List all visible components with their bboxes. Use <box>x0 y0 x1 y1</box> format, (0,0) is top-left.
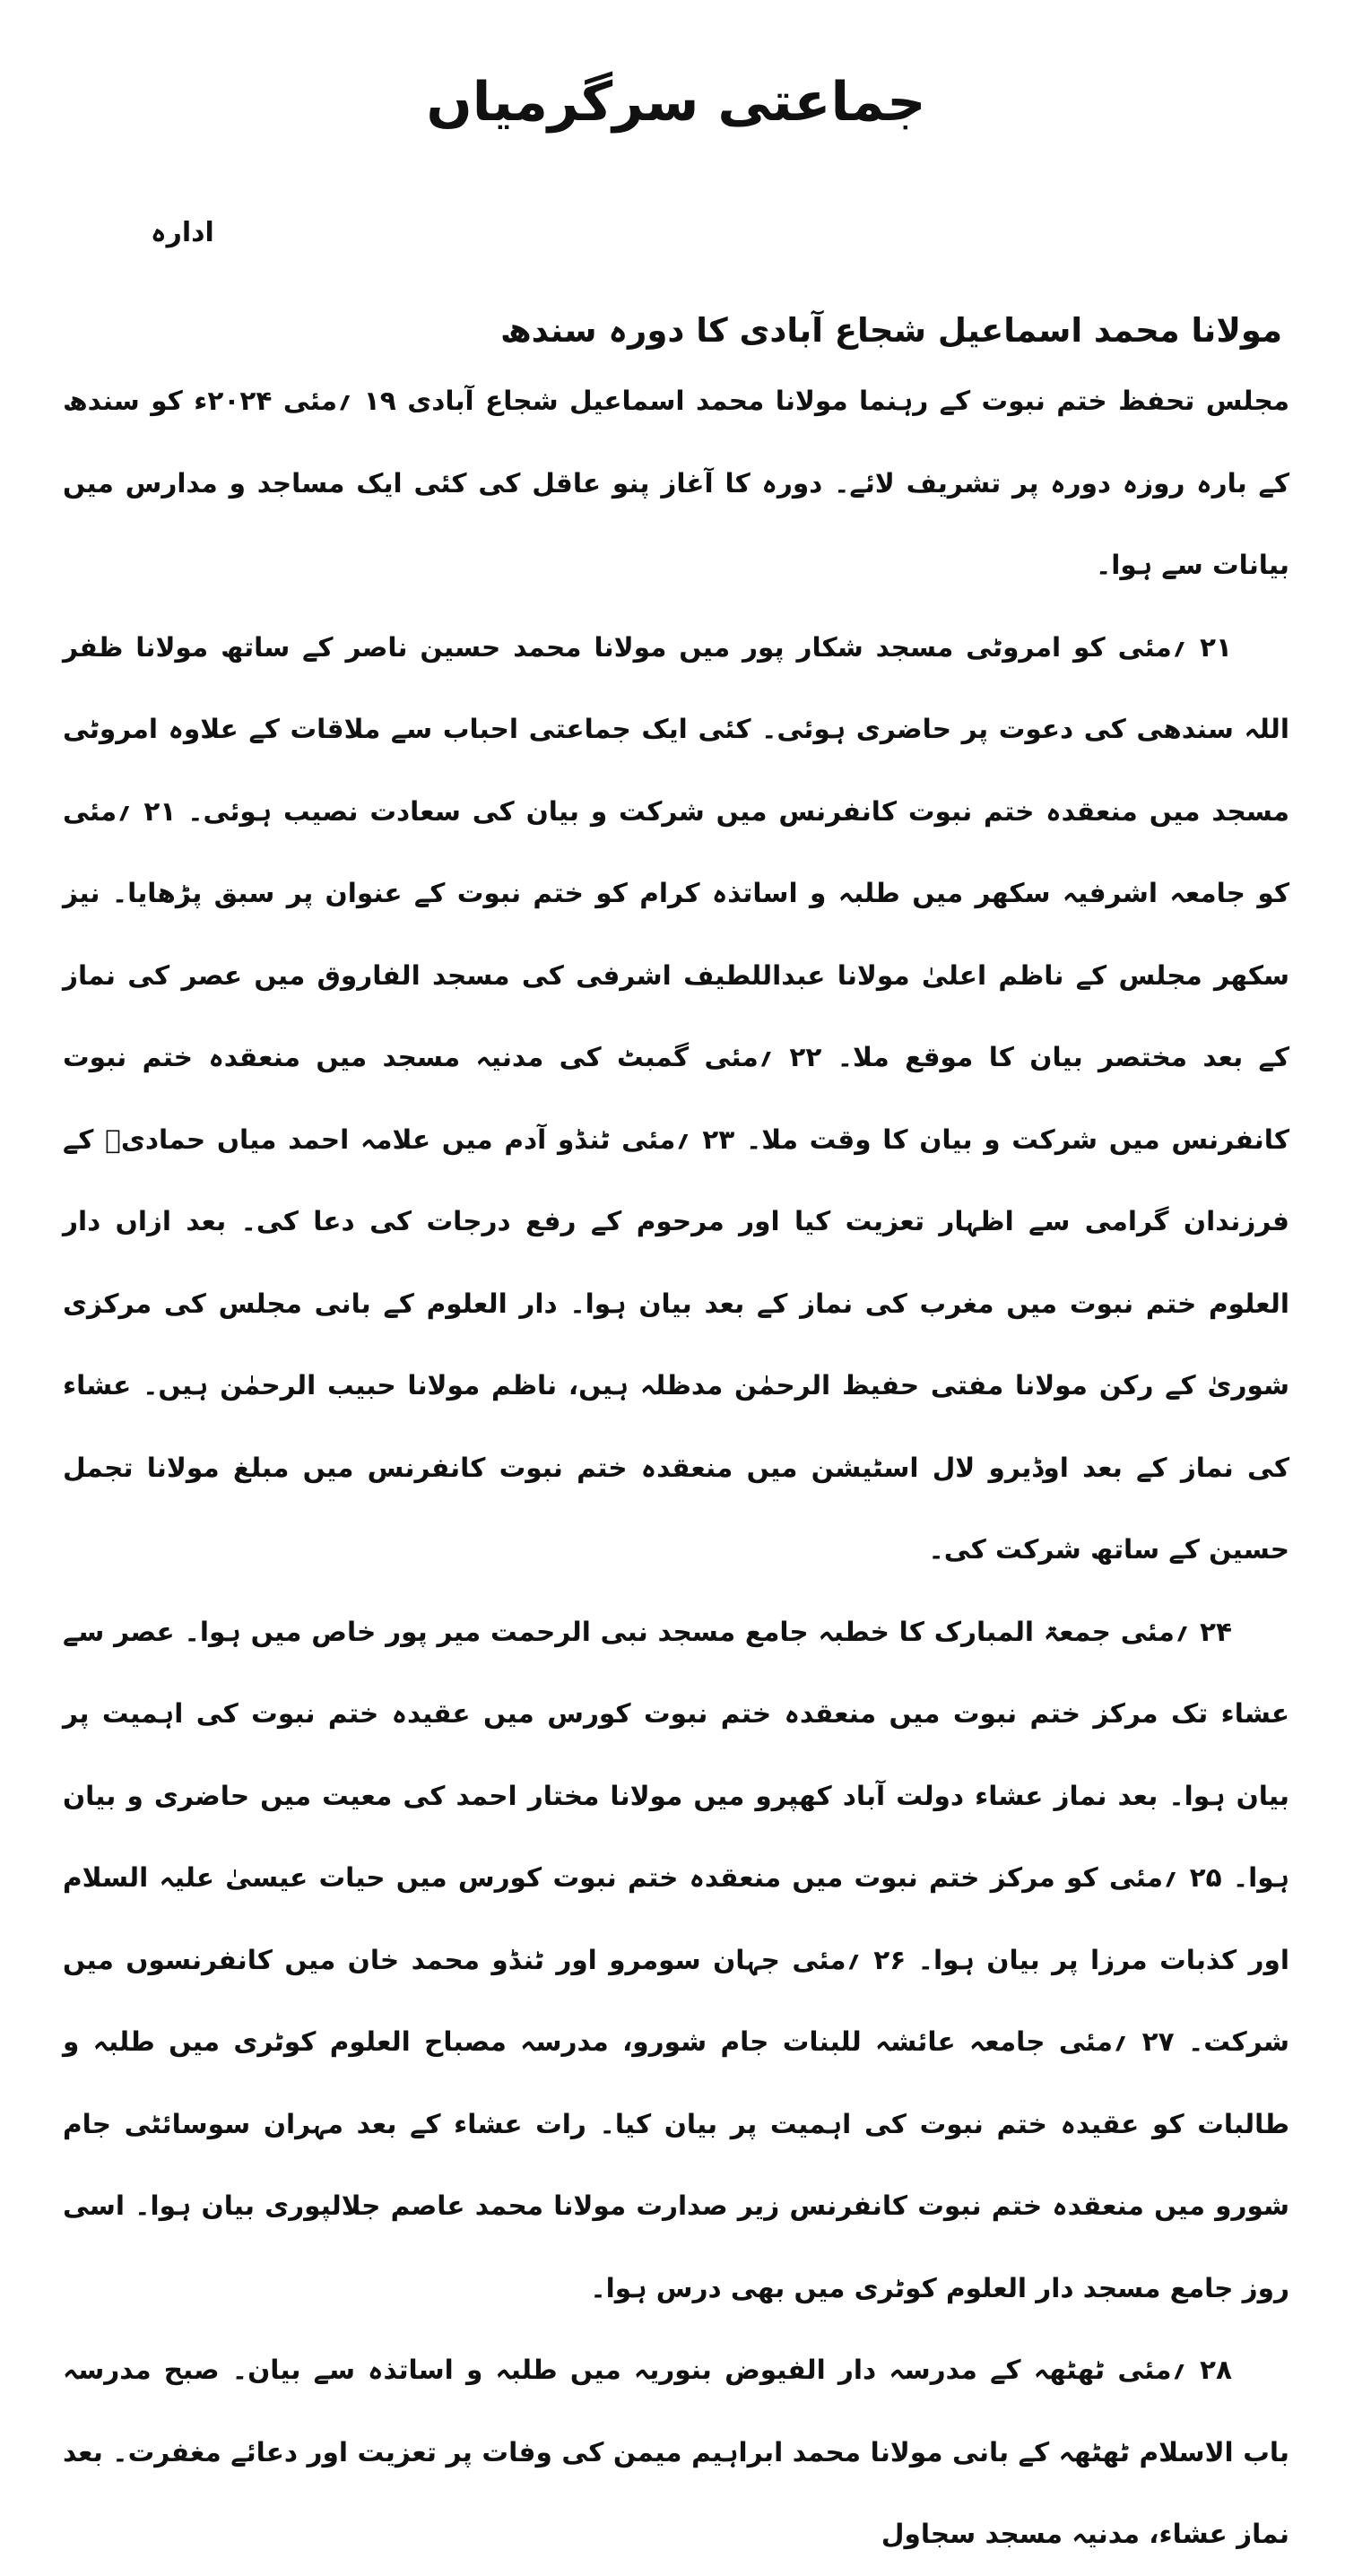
paragraph-4: ۲۸ ؍مئی ٹھٹھہ کے مدرسہ دار الفیوض بنوریہ میں طلبہ و اساتذہ سے بیان۔ صبح مدرسہ باب الاسلام ٹھٹھہ کے بانی مولانا محمد ابراہیم میمن کی وفات پر تعزیت اور دعائے مغفرت۔ بعد نماز عشاء، مدنیہ مسجد سجاول <box>63 2355 1289 2549</box>
author-byline: ادارہ <box>151 217 214 248</box>
paragraph-3: ۲۴ ؍مئی جمعۃ المبارک کا خطبہ جامع مسجد نبی الرحمت میر پور خاص میں ہوا۔ عصر سے عشاء تک مرکز ختم نبوت میں منعقدہ ختم نبوت کورس میں عقیدہ ختم نبوت کی اہمیت پر بیان ہوا۔ بعد نماز عشاء دولت آباد کھپرو میں مولانا مختار احمد کی معیت میں حاضری و بیان ہوا۔ ۲۵ ؍مئی کو مرکز ختم نبوت میں منعقدہ ختم نبوت کورس میں حیات عیسیٰ علیہ السلام اور کذبات مرزا پر بیان ہوا۔ ۲۶ ؍مئی جہان سومرو اور ٹنڈو محمد خان میں کانفرنسوں میں شرکت۔ ۲۷ ؍مئی جامعہ عائشہ للبنات جام شورو، مدرسہ مصباح العلوم کوٹری میں طلبہ و طالبات کو عقیدہ ختم نبوت کی اہمیت پر بیان کیا۔ رات عشاء کے بعد مہران سوسائٹی جام شورو میں منعقدہ ختم نبوت کانفرنس زیر صدارت مولانا محمد عاصم جلالپوری بیان ہوا۔ اسی روز جامع مسجد دار العلوم کوٹری میں بھی درس ہوا۔ <box>63 1616 1289 2303</box>
article-body <box>63 360 1289 2576</box>
page-title: جماعتی سرگرمیاں <box>426 71 926 134</box>
section-heading: مولانا محمد اسماعیل شجاع آبادی کا دورہ سندھ <box>499 311 1282 350</box>
paragraph-2: ۲۱ ؍مئی کو امروٹی مسجد شکار پور میں مولانا محمد حسین ناصر کے ساتھ مولانا ظفر اللہ سندھی کی دعوت پر حاضری ہوئی۔ کئی ایک جماعتی احباب سے ملاقات کے علاوہ امروٹی مسجد میں منعقدہ ختم نبوت کانفرنس میں شرکت و بیان کی سعادت نصیب ہوئی۔ ۲۱ ؍مئی کو جامعہ اشرفیہ سکھر میں طلبہ و اساتذہ کرام کو ختم نبوت کے عنوان پر سبق پڑھایا۔ نیز سکھر مجلس کے ناظم اعلیٰ مولانا عبداللطیف اشرفی کی مسجد الفاروق میں عصر کی نماز کے بعد مختصر بیان کا موقع ملا۔ ۲۲ ؍مئی گمبٹ کی مدنیہ مسجد میں منعقدہ ختم نبوت کانفرنس میں شرکت و بیان کا وقت ملا۔ ۲۳ ؍مئی ٹنڈو آدم میں علامہ احمد میاں حمادیؒ کے فرزندان گرامی سے اظہار تعزیت کیا اور مرحوم کے رفع درجات کی دعا کی۔ بعد ازاں دار العلوم ختم نبوت میں مغرب کی نماز کے بعد بیان ہوا۔ دار العلوم کے بانی مجلس کی مرکزی شوریٰ کے رکن مولانا مفتی حفیظ الرحمٰن مدظلہ ہیں، ناظم مولانا حبیب الرحمٰن ہیں۔ عشاء کی نماز کے بعد اوڈیرو لال اسٹیشن میں منعقدہ ختم نبوت کانفرنس میں مبلغ مولانا تجمل حسین کے ساتھ شرکت کی۔ <box>63 631 1289 1565</box>
document-page <box>0 70 1345 2549</box>
paragraph-1: مجلس تحفظ ختم نبوت کے رہنما مولانا محمد اسماعیل شجاع آبادی ۱۹ ؍مئی ۲۰۲۴ء کو سندھ کے بارہ روزہ دورہ پر تشریف لائے۔ دورہ کا آغاز پنو عاقل کی کئی ایک مساجد و مدارس میں بیانات سے ہوا۔ <box>63 386 1289 580</box>
